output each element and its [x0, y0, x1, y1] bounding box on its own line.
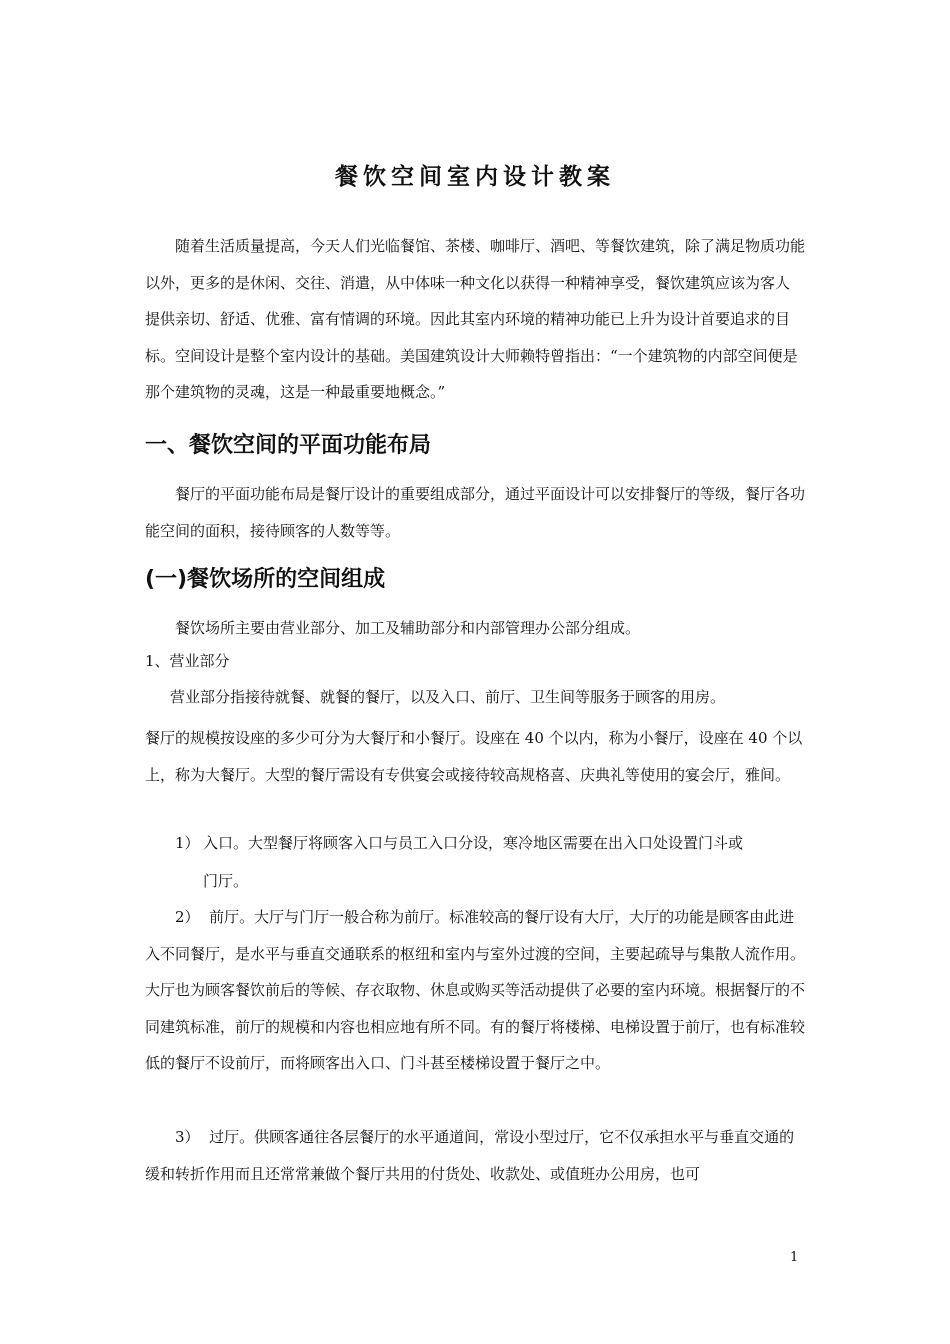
item-text-2: 餐厅的规模按设座的多少可分为大餐厅和小餐厅。设座在 40 个以内，称为小餐厅，设座在 40 个以上，称为大餐厅。大型的餐厅需设有专供宴会或接待较高规格喜、庆典礼等使用的宴会厅，雅间。: [145, 729, 803, 784]
subsection-paragraph: 餐饮场所主要由营业部分、加工及辅助部分和内部管理办公部分组成。: [175, 619, 641, 637]
list-item-text: [145, 899, 807, 1082]
item-title: 1、营业部分: [145, 652, 230, 670]
list-item-number: 2）: [175, 908, 200, 926]
list-item-continuation: 门厅。: [203, 872, 249, 890]
page-number: 1: [790, 1250, 799, 1265]
list-item-body: 前厅。大厅与门厅一般合称为前厅。标准较高的餐厅设有大厅，大厅的功能是顾客由此进入不同餐厅，是水平与垂直交通联系的枢纽和室内与室外过渡的空间，主要起疏导与集散人流作用。大厅也为顾客餐饮前后的等候、存衣取物、休息或购买等活动提供了必要的室内环境。根据餐厅的不同建筑标准，前厅的规模和内容也相应地有所不同。有的餐厅将楼梯、电梯设置于前厅，也有标准较低的餐厅不设前厅，而将顾客出入口、门斗甚至楼梯设置于餐厅之中。: [145, 908, 806, 1072]
subsection-heading: (一)餐饮场所的空间组成: [145, 567, 386, 592]
section-paragraph: 餐厅的平面功能布局是餐厅设计的重要组成部分，通过平面设计可以安排餐厅的等级，餐厅各功能空间的面积，接待顾客的人数等等。: [145, 485, 806, 540]
item-text-1: 营业部分指接待就餐、就餐的餐厅，以及入口、前厅、卫生间等服务于顾客的用房。: [170, 688, 726, 706]
list-item-text: 入口。大型餐厅将顾客入口与员工入口分设，寒冷地区需要在出入口处设置门斗或: [203, 834, 744, 852]
list-item-body: 过厅。供顾客通往各层餐厅的水平通道间，常设小型过厅，它不仅承担水平与垂直交通的缓和转折作用而且还常常兼做个餐厅共用的付货处、收款处、或值班办公用房，也可: [145, 1128, 795, 1183]
list-item-number: 1）: [175, 834, 200, 852]
list-item-text: [145, 1119, 807, 1192]
list-item-number: 3）: [175, 1128, 200, 1146]
intro-paragraph: 随着生活质量提高，今天人们光临餐馆、茶楼、咖啡厅、酒吧、等餐饮建筑，除了满足物质功能以外，更多的是休闲、交往、消遣，从中体味一种文化以获得一种精神享受，餐饮建筑应该为客人 提供亲切、舒适、优雅、富有情调的环境。因此其室内环境的精神功能已上升为设计首要追求的目标。空间设计是整个室内设计的基础。美国建筑设计大师赖特曾指出：“一个建筑物的内部空间便是那个建筑物的灵魂，这是一种最重要地概念。”: [145, 237, 806, 401]
document-title: 餐饮空间室内设计教案: [335, 164, 615, 190]
section-heading: 一、餐饮空间的平面功能布局: [145, 433, 432, 458]
